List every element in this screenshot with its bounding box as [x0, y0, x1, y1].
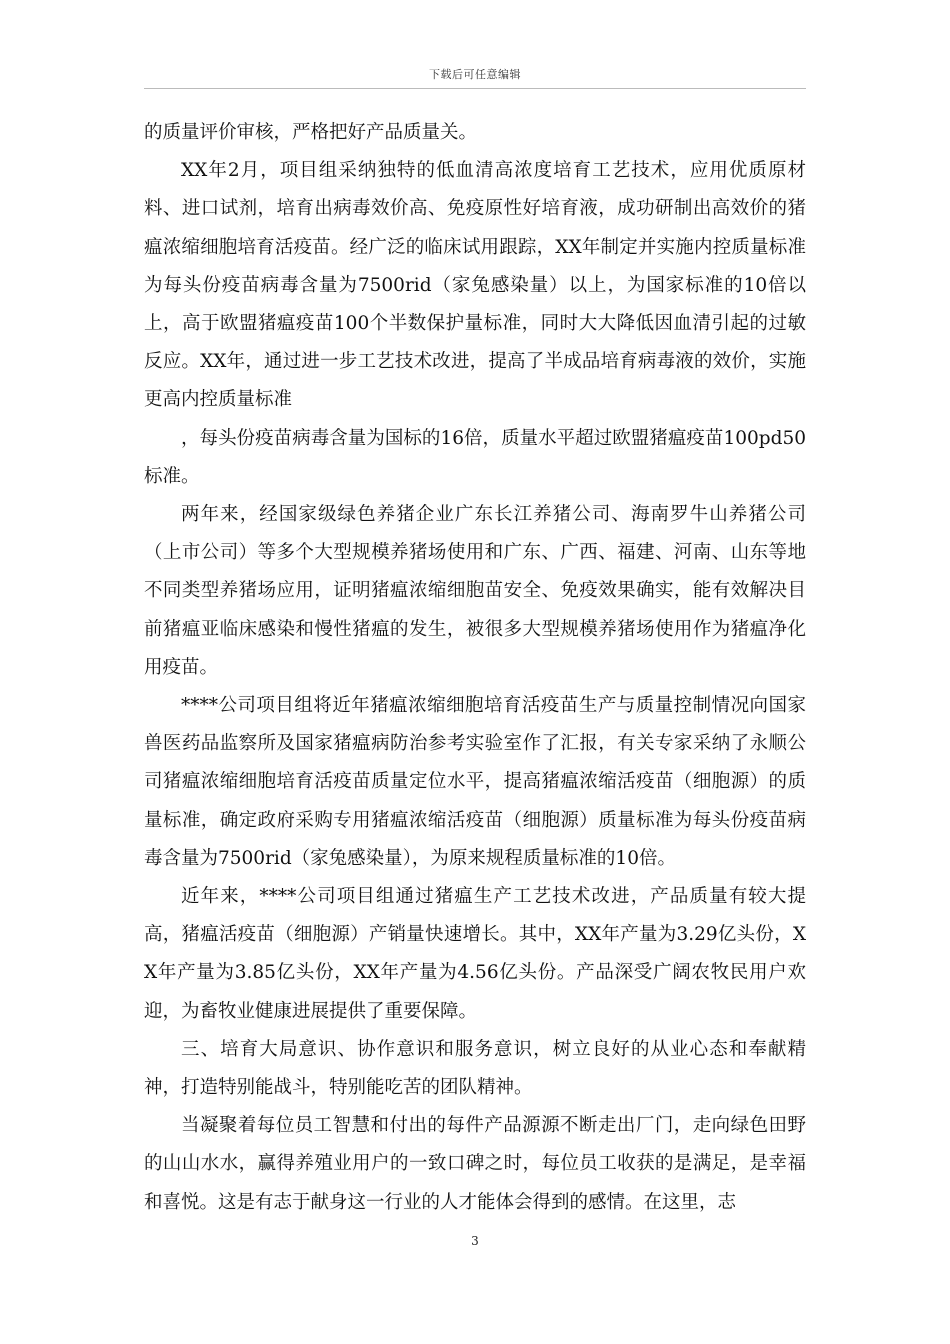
paragraph-field-application: 两年来，经国家级绿色养猪企业广东长江养猪公司、海南罗牛山养猪公司（上市公司）等多个大型规模养猪场使用和广东、广西、福建、河南、山东等地不同类型养猪场应用，证明猪瘟浓缩细胞苗安全、免疫效果确实，能有效解决目前猪瘟亚临床感染和慢性猪瘟的发生，被很多大型规模养猪场使用作为猪瘟净化用疫苗。	[144, 504, 806, 678]
paragraph-production-growth: 近年来，****公司项目组通过猪瘟生产工艺技术改进，产品质量有较大提高，猪瘟活疫苗（细胞源）产销量快速增长。其中，XX年产量为3.29亿头份，XX年产量为3.85亿头份，XX年产量为4.56亿头份。产品深受广阔农牧民用户欢迎，为畜牧业健康进展提供了重要保障。	[144, 886, 806, 1022]
page-header: 下载后可任意编辑	[429, 68, 521, 81]
document-body	[144, 114, 806, 1222]
paragraph-continuation: 的质量评价审核，严格把好产品质量关。	[144, 122, 478, 143]
paragraph-expert-report: ****公司项目组将近年猪瘟浓缩细胞培育活疫苗生产与质量控制情况向国家兽医药品监察所及国家猪瘟病防治参考实验室作了汇报，有关专家采纳了永顺公司猪瘟浓缩细胞培育活疫苗质量定位水平，提高猪瘟浓缩活疫苗（细胞源）的质量标准，确定政府采购专用猪瘟浓缩活疫苗（细胞源）质量标准为每头份疫苗病毒含量为7500rid（家兔感染量），为原来规程质量标准的10倍。	[144, 695, 806, 869]
page-number: 3	[471, 1234, 479, 1248]
paragraph-team-spirit: 当凝聚着每位员工智慧和付出的每件产品源源不断走出厂门，走向绿色田野的山山水水，赢得养殖业用户的一致口碑之时，每位员工收获的是满足，是幸福和喜悦。这是有志于献身这一行业的人才能体会得到的感情。在这里，志	[144, 1115, 806, 1213]
header-divider	[144, 88, 806, 89]
paragraph-process-development: XX年2月，项目组采纳独特的低血清高浓度培育工艺技术，应用优质原材料、进口试剂，培育出病毒效价高、免疫原性好培育液，成功研制出高效价的猪瘟浓缩细胞培育活疫苗。经广泛的临床试用跟踪，XX年制定并实施内控质量标准为每头份疫苗病毒含量为7500rid（家兔感染量）以上，为国家标准的10倍以上，高于欧盟猪瘟疫苗100个半数保护量标准，同时大大降低因血清引起的过敏反应。XX年，通过进一步工艺技术改进，提高了半成品培育病毒液的效价，实施更高内控质量标准	[144, 160, 806, 411]
paragraph-quality-level: ，每头份疫苗病毒含量为国标的16倍，质量水平超过欧盟猪瘟疫苗100pd50标准。	[144, 427, 806, 487]
paragraph-section-heading: 三、培育大局意识、协作意识和服务意识，树立良好的从业心态和奉献精神，打造特别能战斗，特别能吃苦的团队精神。	[144, 1038, 806, 1099]
